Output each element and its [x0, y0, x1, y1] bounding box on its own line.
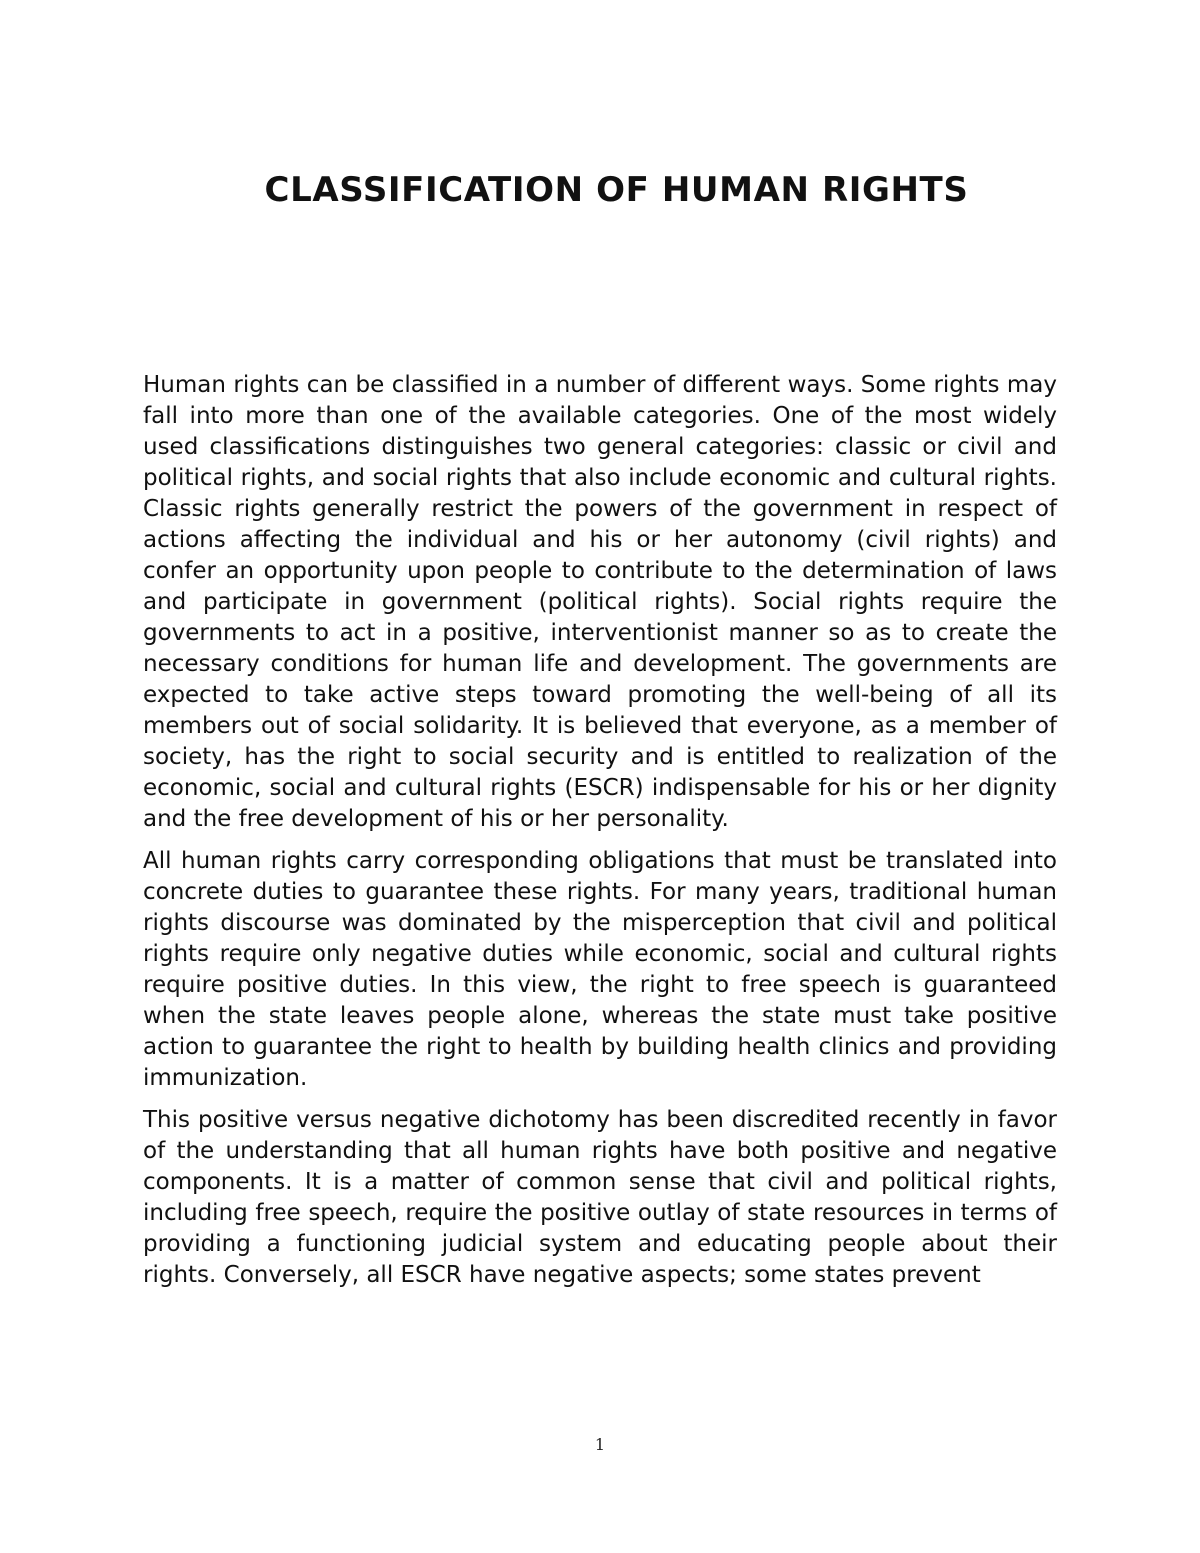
paragraph-obligations: All human rights carry corresponding obligations that must be translated into concrete duties to guarantee these rights. For many years, traditional human rights discourse was dominated by the misperception that civil and political rights require only negative duties while economic, social and cultural rights require positive duties. In this view, the right to free speech is guaranteed when the state leaves people alone, whereas the state must take positive action to guarantee the right to health by building health clinics and providing immunization. — [143, 848, 1057, 1091]
document-title: CLASSIFICATION OF HUMAN RIGHTS — [264, 170, 969, 210]
document-body — [143, 370, 1057, 1302]
paragraph-dichotomy: This positive versus negative dichotomy has been discredited recently in favor of the understanding that all human rights have both positive and negative components. It is a matter of common sense that civil and political rights, including free speech, require the positive outlay of state resources in terms of providing a functioning judicial system and educating people about their rights. Conversely, all ESCR have negative aspects; some states prevent — [143, 1107, 1057, 1288]
page-number: 1 — [594, 1435, 606, 1454]
paragraph-classification: Human rights can be classified in a number of different ways. Some rights may fall into more than one of the available categories. One of the most widely used classifications distinguishes two general categories: classic or civil and political rights, and social rights that also include economic and cultural rights. Classic rights generally restrict the powers of the government in respect of actions affecting the individual and his or her autonomy (civil rights) and confer an opportunity upon people to contribute to the determination of laws and participate in government (political rights). Social rights require the governments to act in a positive, interventionist manner so as to create the necessary conditions for human life and development. The governments are expected to take active steps toward promoting the well-being of all its members out of social solidarity. It is believed that everyone, as a member of society, has the right to social security and is entitled to realization of the economic, social and cultural rights (ESCR) indispensable for his or her dignity and the free development of his or her personality. — [143, 372, 1057, 832]
